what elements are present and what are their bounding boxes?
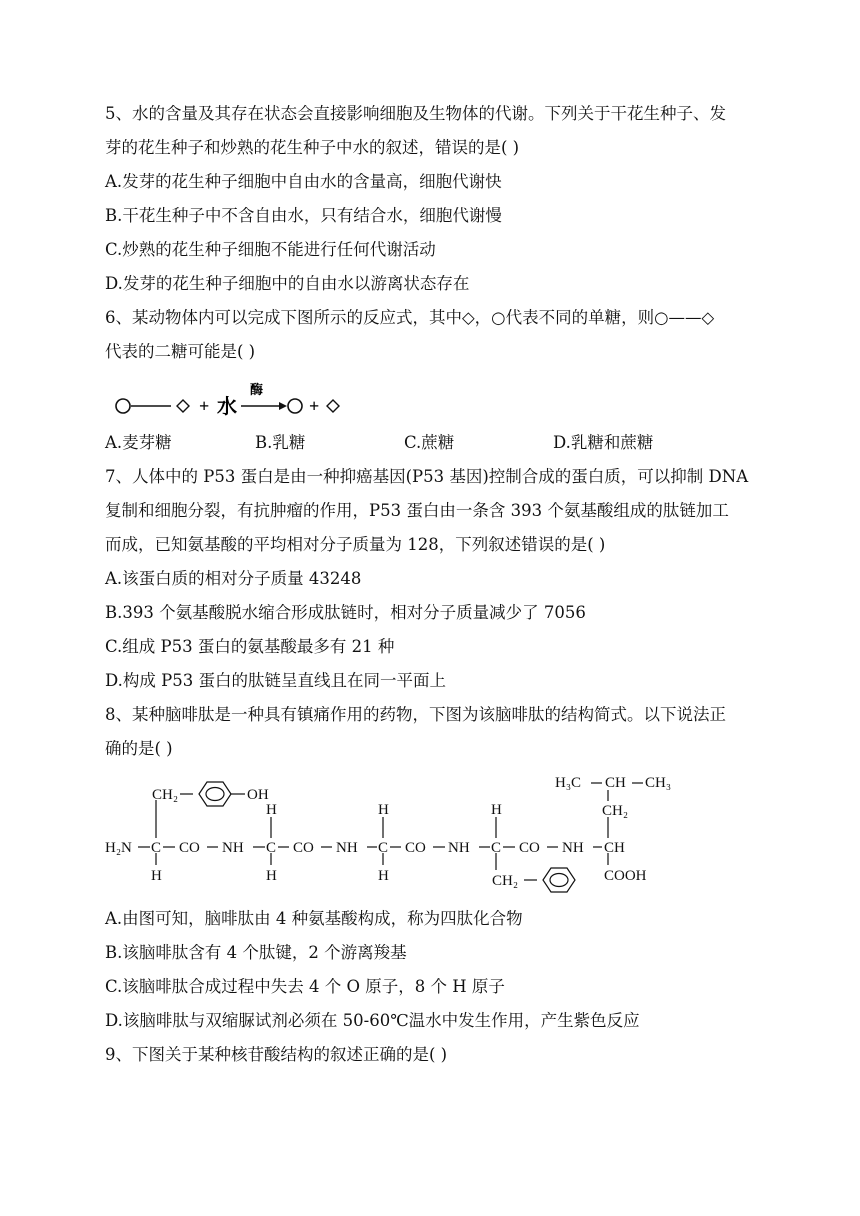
q8-stem-line-2: 确的是( ) [105, 739, 173, 758]
carboxyl-group: COOH [604, 868, 647, 884]
monosaccharide-diamond-icon [327, 400, 339, 412]
side-chain-ch2-5: CH₂ [602, 803, 629, 819]
q6-stem-line-1: 6、某动物体内可以完成下图所示的反应式，其中◇，○代表不同的单糖，则○——◇ [105, 308, 715, 327]
alpha-carbon-2: C [266, 840, 277, 856]
enkephalin-structure-diagram [105, 765, 672, 895]
q7-option-c: C.组成 P53 蛋白的氨基酸最多有 21 种 [105, 637, 395, 656]
monosaccharide-diamond-icon [177, 400, 189, 412]
hydroxyl-group: OH [247, 787, 269, 803]
q6-option-d: D.乳糖和蔗糖 [553, 433, 654, 452]
carbonyl-2: CO [293, 840, 314, 856]
alpha-h-2: H [266, 868, 277, 884]
alpha-carbon-4: C [491, 840, 502, 856]
q5-option-c: C.炒熟的花生种子细胞不能进行任何代谢活动 [105, 240, 436, 259]
alpha-carbon-3: C [378, 840, 389, 856]
q6-option-a: A.麦芽糖 [105, 433, 172, 452]
alpha-h-top-2: H [266, 802, 277, 818]
carbonyl-3: CO [405, 840, 426, 856]
q7-option-a: A.该蛋白质的相对分子质量 43248 [105, 569, 362, 588]
q5-stem-line-1: 5、水的含量及其存在状态会直接影响细胞及生物体的代谢。下列关于干花生种子、发 [105, 104, 726, 123]
alpha-h-1: H [151, 868, 162, 884]
amide-nh-4: NH [562, 840, 584, 856]
q8-stem-line-1: 8、某种脑啡肽是一种具有镇痛作用的药物，下图为该脑啡肽的结构简式。以下说法正 [105, 705, 726, 724]
q7-stem-line-2: 复制和细胞分裂，有抗肿瘤的作用，P53 蛋白由一条含 393 个氨基酸组成的肽链加工 [105, 501, 729, 520]
side-chain-ch2-1: CH₂ [152, 787, 179, 803]
q6-stem-line-2: 代表的二糖可能是( ) [105, 342, 256, 361]
monosaccharide-circle-icon [116, 399, 130, 413]
alpha-carbon-1: C [151, 840, 162, 856]
plus-sign: + [309, 396, 320, 416]
q6-option-c: C.蔗糖 [404, 433, 455, 452]
plus-sign: + [199, 396, 210, 416]
methyl-left: H₃C [555, 775, 582, 791]
q8-option-c: C.该脑啡肽合成过程中失去 4 个 O 原子，8 个 H 原子 [105, 977, 505, 996]
q5-option-d: D.发芽的花生种子细胞中的自由水以游离状态存在 [105, 274, 470, 293]
monosaccharide-circle-icon [288, 399, 302, 413]
amide-nh-1: NH [222, 840, 244, 856]
water-label: 水 [217, 396, 237, 418]
enzyme-label: 酶 [250, 382, 264, 397]
alpha-h-top-4: H [491, 802, 502, 818]
q7-option-d: D.构成 P53 蛋白的肽链呈直线且在同一平面上 [105, 671, 446, 690]
q6-option-b: B.乳糖 [255, 433, 306, 452]
amide-nh-3: NH [448, 840, 470, 856]
q7-stem-line-1: 7、人体中的 P53 蛋白是由一种抑癌基因(P53 基因)控制合成的蛋白质，可以抑制 DNA [105, 467, 749, 486]
carbonyl-1: CO [179, 840, 200, 856]
disaccharide-hydrolysis-equation [105, 378, 365, 424]
methyl-right: CH₃ [645, 775, 672, 791]
carbonyl-4: CO [519, 840, 540, 856]
alpha-carbon-5: CH [604, 840, 625, 856]
q8-option-b: B.该脑啡肽含有 4 个肽键，2 个游离羧基 [105, 943, 407, 962]
q8-option-d: D.该脑啡肽与双缩脲试剂必须在 50-60℃温水中发生作用，产生紫色反应 [105, 1011, 640, 1030]
q5-option-b: B.干花生种子中不含自由水，只有结合水，细胞代谢慢 [105, 206, 502, 225]
q5-option-a: A.发芽的花生种子细胞中自由水的含量高，细胞代谢快 [105, 172, 502, 191]
q7-stem-line-3: 而成，已知氨基酸的平均相对分子质量为 128，下列叙述错误的是( ) [105, 535, 606, 554]
alpha-h-3: H [378, 868, 389, 884]
side-chain-ch2-4: CH₂ [492, 873, 519, 889]
amide-nh-2: NH [336, 840, 358, 856]
q7-option-b: B.393 个氨基酸脱水缩合形成肽链时，相对分子质量减少了 7056 [105, 603, 586, 622]
amino-group: H₂N [105, 840, 132, 856]
arrowhead-icon [279, 402, 287, 410]
q9-stem-line-1: 9、下图关于某种核苷酸结构的叙述正确的是( ) [105, 1045, 448, 1064]
alpha-h-top-3: H [378, 802, 389, 818]
q8-option-a: A.由图可知，脑啡肽由 4 种氨基酸构成，称为四肽化合物 [105, 909, 523, 928]
isobutyl-ch: CH [605, 775, 626, 791]
q5-stem-line-2: 芽的花生种子和炒熟的花生种子中水的叙述，错误的是( ) [105, 138, 520, 157]
